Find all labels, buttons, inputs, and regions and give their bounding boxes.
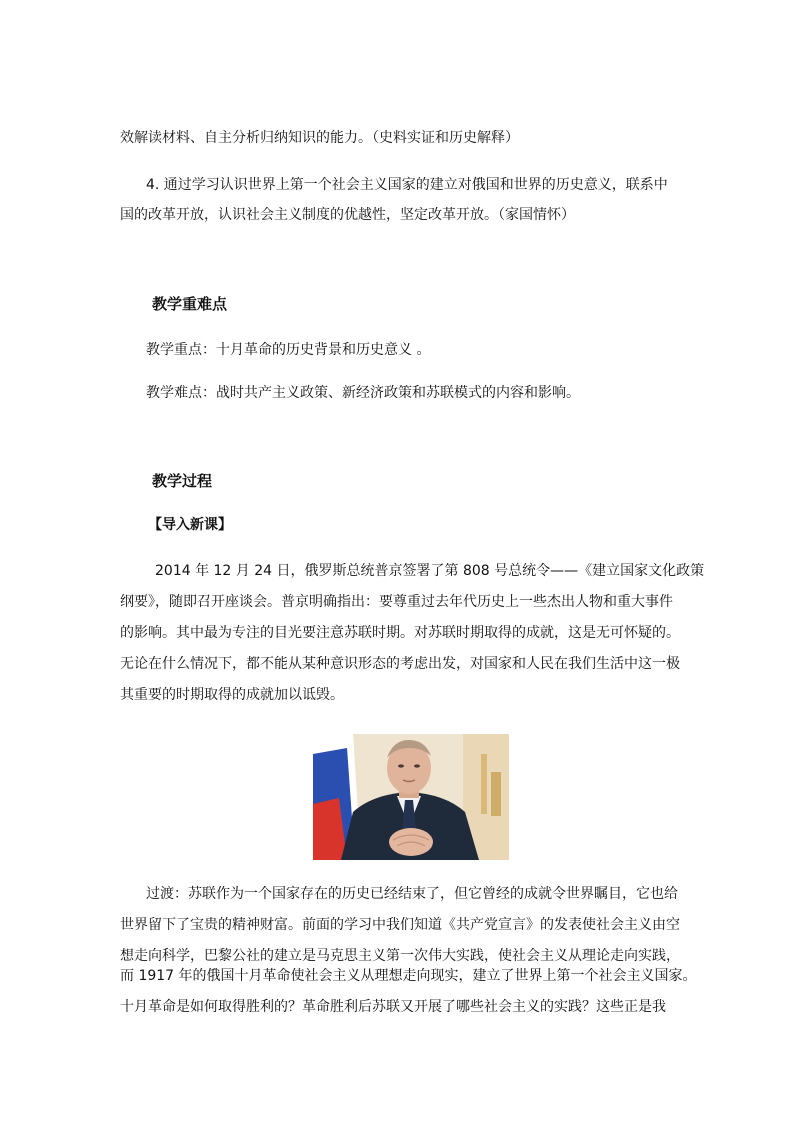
intro-line-3: 的影响。其中最为专注的目光要注意苏联时期。对苏联时期取得的成就，这是无可怀疑的。 — [120, 625, 680, 641]
intro-line-5: 其重要的时期取得的成就加以诋毁。 — [120, 687, 344, 703]
intro-line-4: 无论在什么情况下，都不能从某种意识形态的考虑出发，对国家和人民在我们生活中这一极 — [120, 656, 680, 672]
transition-line-4: 而 1917 年的俄国十月革命使社会主义从理想走向现实，建立了世界上第一个社会主义国家。 — [120, 968, 697, 984]
teaching-focus: 教学重点：十月革命的历史背景和历史意义 。 — [146, 342, 431, 358]
transition-line-5: 十月革命是如何取得胜利的？革命胜利后苏联又开展了哪些社会主义的实践？这些正是我 — [120, 999, 666, 1015]
teaching-process-heading: 教学过程 — [152, 472, 213, 490]
portrait-photo — [313, 734, 509, 860]
objective-4-line-2: 国的改革开放，认识社会主义制度的优越性，坚定改革开放。（家国情怀） — [120, 207, 575, 223]
intro-line-2: 纲要》，随即召开座谈会。普京明确指出：要尊重过去年代历史上一些杰出人物和重大事件 — [120, 594, 673, 610]
key-points-heading: 教学重难点 — [152, 295, 228, 313]
intro-line-1: 2014 年 12 月 24 日，俄罗斯总统普京签署了第 808 号总统令——《建立国家文化政策 — [155, 563, 705, 579]
transition-line-3: 想走向科学，巴黎公社的建立是马克思主义第一次伟大实践，使社会主义从理论走向实践， — [120, 948, 680, 964]
objective-3-tail: 效解读材料、自主分析归纳知识的能力。（史料实证和历史解释） — [120, 130, 519, 146]
objective-4-line-1: 4. 通过学习认识世界上第一个社会主义国家的建立对俄国和世界的历史意义，联系中 — [146, 177, 668, 193]
transition-line-2: 世界留下了宝贵的精神财富。前面的学习中我们知道《共产党宣言》的发表使社会主义由空 — [120, 917, 680, 933]
intro-section-tag: 【导入新课】 — [148, 517, 232, 533]
teaching-difficulty: 教学难点：战时共产主义政策、新经济政策和苏联模式的内容和影响。 — [146, 385, 580, 401]
transition-line-1: 过渡：苏联作为一个国家存在的历史已经结束了，但它曾经的成就令世界瞩目，它也给 — [146, 886, 678, 902]
